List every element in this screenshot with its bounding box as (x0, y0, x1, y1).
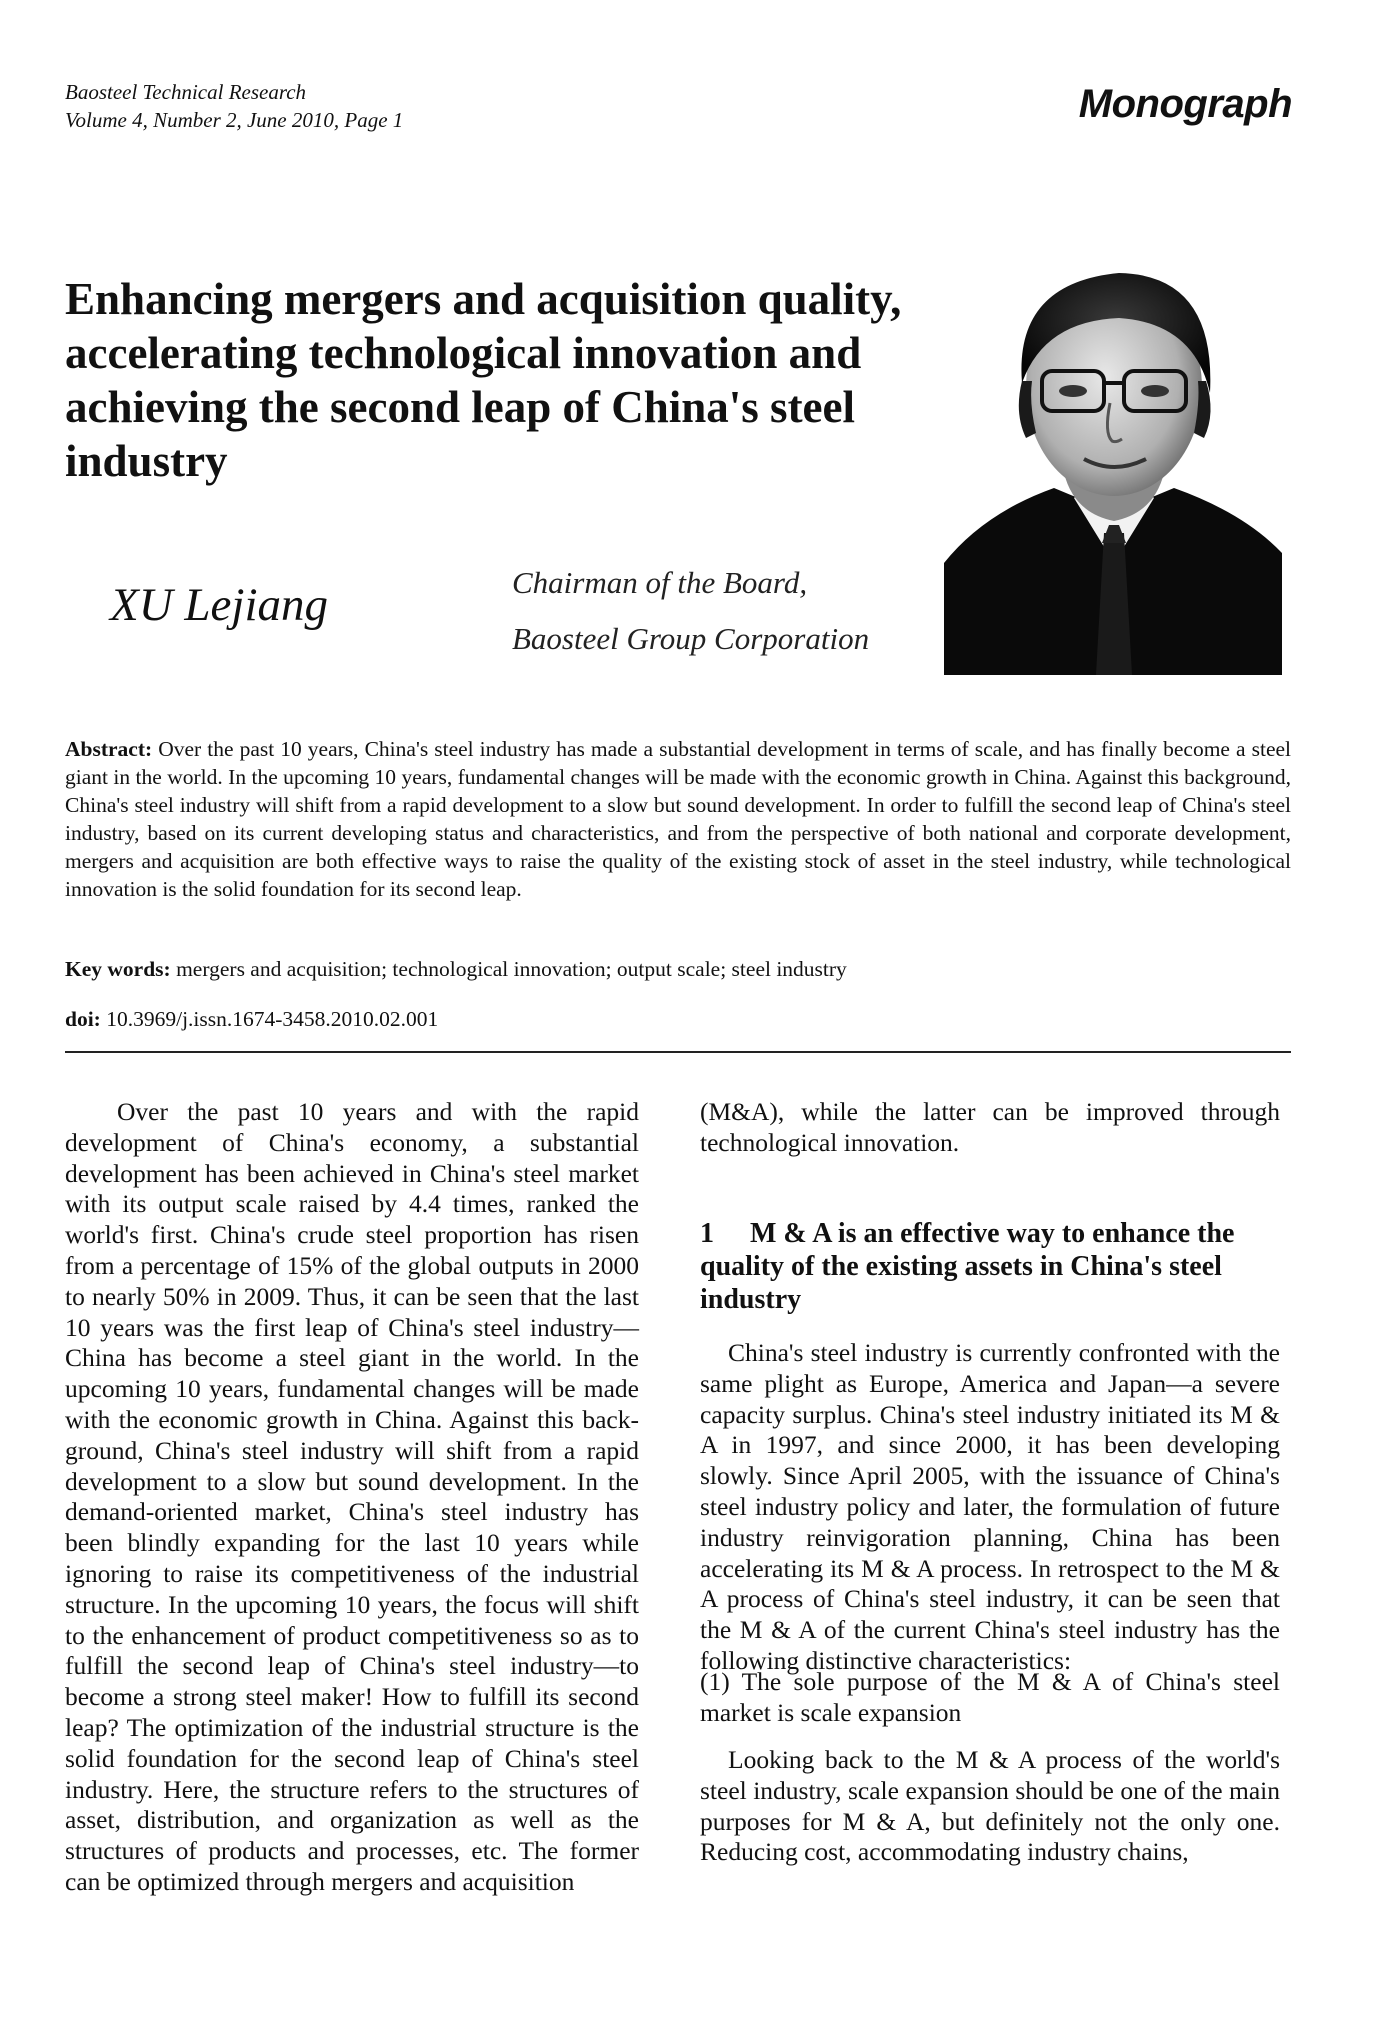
abstract (65, 735, 1291, 903)
keywords (65, 957, 847, 982)
divider (65, 1051, 1291, 1053)
journal-name: Baosteel Technical Research (65, 80, 307, 104)
keywords-text: mergers and acquisition; technological innovation; output scale; steel industry (176, 957, 847, 981)
doi (65, 1007, 438, 1032)
author-name: XU Lejiang (110, 579, 329, 631)
section-label: Monograph (1078, 82, 1292, 126)
abstract-label: Abstract: (65, 737, 153, 761)
body-paragraph-right-4: Looking back to the M & A process of the world's steel industry, scale expansion should be one of the main purposes for M & A, but definitely not the only one. Reducing cost, accommodating industry chains, (700, 1745, 1280, 1867)
article-title: Enhancing mergers and acquisition quality, accelerating technological innovation and achieving the second leap of China's steel industry (65, 274, 902, 486)
doi-value: 10.3969/j.issn.1674-3458.2010.02.001 (106, 1007, 439, 1031)
abstract-text: Over the past 10 years, China's steel industry has made a substantial development in terms of scale, and has finally become a steel giant in the world. In the upcoming 10 years, fundamental changes will be made with the economic growth in China. Against this background, China's steel industry will shift from a rapid development to a slow but sound development. In order to fulfill the second leap of China's steel industry, based on its current developing status and characteristics, and from the perspective of both national and corporate development, mergers and acquisition are both effective ways to raise the quality of the existing stock of asset in the steel industry, while technological innovation is the solid foundation for its second leap. (65, 737, 1292, 901)
author-affiliation (512, 555, 869, 667)
affiliation-line-1: Chairman of the Board, (512, 565, 808, 600)
body-paragraph-left: Over the past 10 years and with the rapid development of China's economy, a substantial development has been achieved in China's steel market with its output scale raised by 4.4 times, ranked the world's first. China's crude steel proportion has risen from a percentage of 15% of the global outputs in 2000 to nearly 50% in 2009. Thus, it can be seen that the last 10 years was the first leap of China's steel industry—China has become a steel giant in the world. In the upcoming 10 years, fundamental changes will be made with the economic growth in China. Against this back-ground, China's steel industry will shift from a rapid development to a slow but sound development. In the demand-oriented market, China's steel industry has been blindly expanding for the last 10 years while ignoring to raise its competitiveness of the industrial structure. In the upcoming 10 years, the focus will shift to the enhancement of product competitiveness so as to fulfill the second leap of China's steel industry—to become a strong steel maker! How to fulfill its second leap? The optimization of the industrial structure is the solid foundation for the second leap of China's steel industry. Here, the structure refers to the structures of asset, distribution, and organization as well as the structures of products and processes, etc. The former can be optimized through mergers and acquisition (65, 1097, 639, 1896)
keywords-label: Key words: (65, 957, 171, 981)
body-paragraph-right-2: China's steel industry is currently confronted with the same plight as Europe, America and Japan—a severe capacity surplus. China's steel industry initiated its M & A in 1997, and since 2000, it has been developing slowly. Since April 2005, with the issuance of China's steel industry policy and later, the formulation of future industry reinvigoration planning, China has been accelerating its M & A process. In retrospect to the M & A process of China's steel industry, it can be seen that the M & A of the current China's steel industry has the following distinctive characteristics: (700, 1338, 1280, 1675)
body-paragraph-right-1: (M&A), while the latter can be improved through technological innovation. (700, 1097, 1280, 1157)
section-heading (700, 1217, 1280, 1316)
author-portrait (944, 263, 1282, 675)
issue-info: Volume 4, Number 2, June 2010, Page 1 (65, 108, 404, 132)
running-header (65, 78, 403, 134)
affiliation-line-2: Baosteel Group Corporation (512, 621, 870, 656)
section-title: M & A is an effective way to enhance the quality of the existing assets in China's steel industry (700, 1218, 1235, 1315)
doi-label: doi: (65, 1007, 101, 1031)
body-paragraph-right-3: (1) The sole purpose of the M & A of China's steel market is scale expansion (700, 1667, 1280, 1727)
section-number: 1 (700, 1218, 714, 1249)
